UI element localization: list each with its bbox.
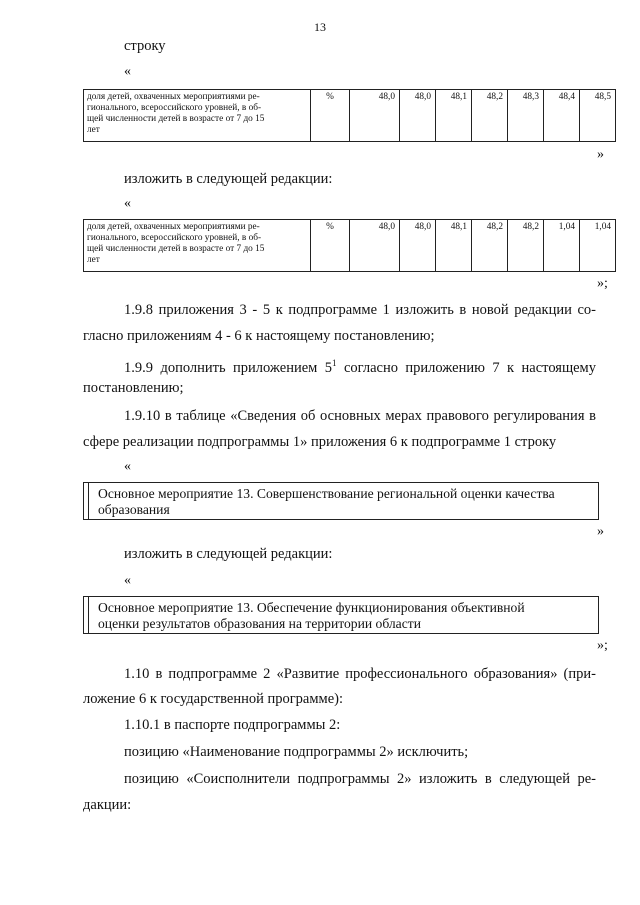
table-new-val-1: 48,0: [350, 220, 400, 272]
quote-open-1: «: [124, 64, 131, 79]
para-1-9-9-a: 1.9.9 дополнить приложением 5: [124, 359, 333, 376]
box-new-line2: оценки результатов образования на территории области: [98, 616, 421, 631]
table-new-val-6: 1,04: [544, 220, 580, 272]
table-row: [84, 90, 616, 142]
desc-line: доля детей, охваченных мероприятиями ре-: [87, 222, 260, 232]
desc-line: щей численности детей в возрасте от 7 до 15: [87, 244, 265, 254]
para-1-9-8-line1: 1.9.8 приложения 3 - 5 к подпрограмме 1 изложить в новой редакции со-: [124, 302, 596, 318]
para-1-10-1: 1.10.1 в паспорте подпрограммы 2:: [124, 717, 341, 733]
table-old-val-3: 48,1: [436, 90, 472, 142]
quote-open-4: «: [124, 573, 131, 588]
para-poz-1: позицию «Наименование подпрограммы 2» исключить;: [124, 744, 469, 760]
quote-close-semicolon-1: »;: [597, 276, 608, 291]
table-new-unit: %: [311, 220, 350, 272]
para-1-10-line2: ложение 6 к государственной программе):: [83, 691, 344, 707]
box-old-measure: [83, 482, 599, 520]
para-1-9-10-line1: 1.9.10 в таблице «Сведения об основных мерах правового регулирования в: [124, 408, 596, 424]
box-old-line1: Основное мероприятие 13. Совершенствование региональной оценки качества: [98, 486, 555, 501]
table-row: [84, 220, 616, 272]
box-new-measure: [83, 596, 599, 634]
quote-close-1: »: [597, 147, 604, 162]
table-old-val-1: 48,0: [350, 90, 400, 142]
desc-line: лет: [87, 255, 100, 265]
para-1-9-9-line2: постановлению;: [83, 380, 184, 396]
table-old-val-4: 48,2: [472, 90, 508, 142]
desc-line: доля детей, охваченных мероприятиями ре-: [87, 92, 260, 102]
quote-open-2: «: [124, 196, 131, 211]
text-stroku: строку: [124, 38, 166, 54]
table-new-val-3: 48,1: [436, 220, 472, 272]
table-old-val-2: 48,0: [400, 90, 436, 142]
desc-line: лет: [87, 125, 100, 135]
box-old-line2: образования: [98, 502, 170, 517]
para-1-9-9-sup: 1: [332, 358, 337, 368]
table-old-row: [83, 89, 616, 142]
desc-line: щей численности детей в возрасте от 7 до 15: [87, 114, 265, 124]
para-1-10-line1: 1.10 в подпрограмме 2 «Развитие профессионального образования» (при-: [124, 666, 596, 682]
para-poz-2-line1: позицию «Соисполнители подпрограммы 2» изложить в следующей ре-: [124, 771, 596, 787]
table-new-val-2: 48,0: [400, 220, 436, 272]
text-izlozhit-2: изложить в следующей редакции:: [124, 546, 333, 562]
para-1-9-9-line1: [124, 351, 596, 380]
table-new-val-4: 48,2: [472, 220, 508, 272]
table-old-unit: %: [311, 90, 350, 142]
table-new-row: [83, 219, 616, 272]
quote-close-semicolon-2: »;: [597, 638, 608, 653]
table-old-val-6: 48,4: [544, 90, 580, 142]
table-new-val-7: 1,04: [580, 220, 616, 272]
text-izlozhit-1: изложить в следующей редакции:: [124, 171, 333, 187]
desc-line: гионального, всероссийского уровней, в об-: [87, 233, 262, 243]
page-number: 13: [314, 20, 326, 34]
table-new-val-5: 48,2: [508, 220, 544, 272]
para-poz-2-line2: дакции:: [83, 797, 132, 813]
table-old-val-7: 48,5: [580, 90, 616, 142]
desc-line: гионального, всероссийского уровней, в об-: [87, 103, 262, 113]
quote-close-2: »: [597, 524, 604, 539]
box-new-line1: Основное мероприятие 13. Обеспечение функционирования объективной: [98, 600, 525, 615]
para-1-9-8-line2: гласно приложениям 4 - 6 к настоящему постановлению;: [83, 328, 435, 344]
para-1-9-9-b: согласно приложению 7 к настоящему: [336, 359, 596, 376]
table-new-desc: [84, 220, 311, 272]
quote-open-3: «: [124, 459, 131, 474]
table-old-desc: [84, 90, 311, 142]
table-old-val-5: 48,3: [508, 90, 544, 142]
para-1-9-10-line2: сфере реализации подпрограммы 1» приложения 6 к подпрограмме 1 строку: [83, 434, 557, 450]
